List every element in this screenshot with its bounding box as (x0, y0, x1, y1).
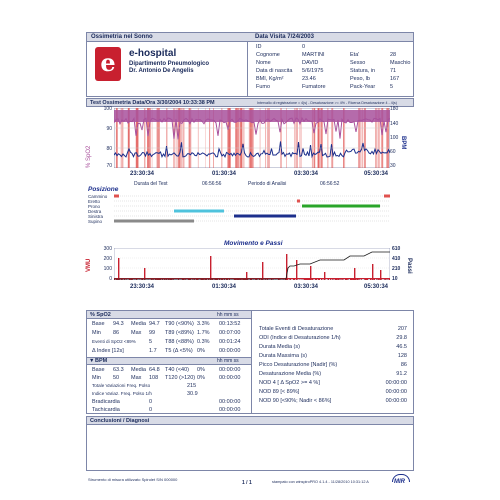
steps-tick: 410 (392, 256, 401, 262)
department-name: Dipartimento Pneumologico (129, 61, 210, 67)
time-tick: 01:30:34 (212, 284, 237, 290)
patient-row: Cognome MARTINI Eta' 28 (256, 52, 397, 58)
vmu-bar (343, 278, 344, 279)
vmu-bar (337, 278, 338, 280)
position-label: Supino (88, 219, 103, 224)
spo2-tick: 90 (106, 126, 112, 132)
vmu-tick: 0 (109, 276, 112, 282)
vmu-bar (363, 278, 364, 279)
vmu-bar (359, 278, 360, 280)
position-segment (114, 220, 194, 223)
position-label: Prono (88, 204, 101, 209)
vmu-bar (330, 278, 331, 280)
vmu-bar (388, 278, 389, 279)
position-label: Cammino (88, 194, 108, 199)
page-number: 1 / 1 (242, 480, 252, 486)
visit-date: Data Visita 7/24/2003 (255, 34, 314, 40)
vmu-bar (339, 278, 340, 280)
time-tick: 05:30:34 (364, 171, 389, 177)
vmu-bar (317, 278, 318, 279)
table-row: Min 50 Max 108 T120 (>120) 0% 00:00:00 (92, 375, 241, 381)
vmu-bar (356, 278, 357, 280)
position-segment (302, 205, 380, 208)
time-tick: 23:30:34 (130, 171, 155, 177)
vmu-bar (386, 278, 387, 279)
vmu-bar (358, 278, 359, 280)
movement-plot (114, 248, 390, 280)
conclusions-body (86, 425, 414, 471)
vmu-spike (324, 272, 325, 280)
steps-axis-label: Passi (406, 258, 412, 274)
position-label: Eretto (88, 199, 101, 204)
vmu-bar (306, 278, 307, 280)
time-tick: 05:30:34 (364, 284, 389, 290)
table-row: Picco Desaturazione [Nadir] (%) 86 (259, 362, 407, 368)
vmu-spike (118, 258, 119, 280)
vmu-tick: 300 (103, 246, 112, 252)
hospital-block (86, 42, 248, 97)
vmu-bar (290, 278, 291, 280)
analysis-label: Periodo di Analisi (248, 181, 287, 187)
time-tick: 23:30:34 (130, 284, 155, 290)
vmu-bar (383, 278, 384, 279)
vmu-bar (360, 278, 361, 279)
vmu-bar (374, 278, 375, 280)
vmu-spike (310, 266, 311, 280)
vmu-bar (340, 278, 341, 280)
vmu-bar (322, 278, 323, 279)
bpm-stats-units: hh mm ss (217, 358, 239, 364)
vmu-bar (292, 278, 293, 279)
vmu-bar (351, 278, 352, 280)
table-row: ODI (Indice di Desaturazione 1/h) 29.8 (259, 335, 407, 341)
vmu-bar (361, 278, 362, 280)
vmu-bar (320, 278, 321, 279)
vmu-bar (367, 278, 368, 280)
vmu-bar (378, 278, 379, 280)
vmu-bar (299, 278, 300, 279)
doctor-name: Dr. Antonio De Angelis (129, 68, 194, 74)
report-title: Ossimetria nel Sonno (91, 34, 153, 40)
vmu-bar (385, 278, 386, 280)
patient-block (248, 42, 414, 97)
spo2-stats-units: hh mm ss (217, 312, 239, 318)
vmu-bar (303, 278, 304, 279)
bpm-tick: 180 (390, 106, 399, 112)
vmu-bar (314, 278, 315, 279)
vmu-bar (389, 278, 390, 280)
vmu-bar (304, 278, 305, 280)
vmu-bar (344, 278, 345, 279)
steps-tick: 210 (392, 266, 401, 272)
brand-text: MIR (394, 479, 405, 485)
vmu-bar (323, 278, 324, 279)
vmu-bar (319, 278, 320, 280)
vmu-bar (315, 278, 316, 280)
spo2-tick: 70 (106, 163, 112, 169)
vmu-bar (352, 278, 353, 280)
vmu-bar (288, 278, 289, 279)
vmu-bar (326, 278, 327, 279)
conclusions-title: Conclusioni / Diagnosi (90, 418, 150, 424)
position-label: Destra (88, 209, 102, 214)
header-bar (86, 32, 414, 42)
vmu-spike (372, 264, 373, 280)
vmu-bar (349, 278, 350, 279)
position-segment (384, 195, 390, 198)
vmu-bar (366, 278, 367, 280)
movement-chart (86, 240, 414, 300)
vmu-bar (334, 278, 335, 279)
hospital-name: e-hospital (129, 48, 177, 59)
vmu-bar (379, 278, 380, 280)
bpm-stats-table (87, 366, 251, 414)
vmu-spike (210, 256, 211, 280)
bpm-tick: 100 (390, 135, 399, 141)
vmu-bar (357, 278, 358, 280)
vmu-bar (302, 278, 303, 279)
spo2-tick: 80 (106, 146, 112, 152)
vmu-spike (144, 268, 145, 280)
footer (86, 474, 414, 488)
vmu-bar (345, 278, 346, 280)
vmu-bar (362, 278, 363, 279)
time-tick: 03:30:34 (294, 171, 319, 177)
vmu-bar (377, 278, 378, 280)
test-duration-value: 06:56:56 (202, 181, 222, 187)
vmu-bar (335, 278, 336, 280)
bpm-axis-label: BPM (400, 136, 406, 150)
vmu-bar (375, 278, 376, 279)
hospital-logo (95, 47, 121, 81)
spo2-stats-table (87, 320, 251, 356)
vmu-bar (308, 278, 309, 280)
vmu-bar (348, 278, 349, 279)
vmu-tick: 200 (103, 256, 112, 262)
movement-title: Movimento e Passi (224, 240, 283, 247)
vmu-bar (316, 278, 317, 280)
vmu-bar (368, 278, 369, 279)
vmu-bar (289, 278, 290, 280)
time-tick: 03:30:34 (294, 284, 319, 290)
test-bar (86, 98, 414, 107)
vmu-bar (342, 278, 343, 280)
stats-divider (251, 311, 252, 413)
position-plot (114, 194, 390, 226)
vmu-bar (332, 278, 333, 280)
time-tick: 01:30:34 (212, 171, 237, 177)
table-row: NOD 4 [ Δ SpO2 >= 4 %] 00:00:00 (259, 380, 407, 386)
table-row: NOD 89 [< 89%] 00:00:00 (259, 389, 407, 395)
vmu-bar (300, 278, 301, 279)
vmu-spike (354, 268, 355, 280)
logo-letter: e (100, 48, 116, 77)
vmu-bar (291, 278, 292, 279)
vmu-axis-label: VMU (86, 258, 92, 272)
test-settings: Intervallo di registrazione = 4(s) - Desaturazione >= 4% - Ricerca Desaturazione 4 - 4(s) (257, 101, 397, 105)
table-row: NOD 90 [<90%; Nadir < 86%] 00:00:00 (259, 398, 407, 404)
vmu-bar (364, 278, 365, 280)
patient-row: Nome DAVID Sesso Maschio (256, 60, 411, 66)
table-row: Indice Variaz. Freq. Polso 1/h 30.9 (92, 391, 198, 397)
patient-row: Data di nascita 5/6/1975 Statura, in 71 (256, 68, 397, 74)
vmu-bar (346, 278, 347, 280)
vmu-bar (309, 278, 310, 280)
vmu-bar (369, 278, 370, 279)
position-section (86, 186, 414, 226)
test-duration-label: Durata del Test (134, 181, 168, 187)
analysis-value: 06:56:52 (320, 181, 340, 187)
vmu-bar (298, 278, 299, 279)
brand-logo (390, 474, 412, 487)
position-segment (114, 195, 119, 198)
vmu-bar (293, 278, 294, 280)
vmu-bar (313, 278, 314, 279)
vmu-bar (318, 278, 319, 280)
vmu-bar (312, 278, 313, 280)
vmu-spike (262, 262, 263, 280)
heart-icon: ▼ (89, 358, 95, 364)
bpm-tick: 140 (390, 121, 399, 127)
vmu-bar (371, 278, 372, 280)
vmu-spike (296, 260, 297, 280)
spo2-plot (114, 108, 390, 168)
position-segment (174, 210, 224, 213)
table-row: Tachicardia 0 00:00:00 (92, 407, 241, 413)
spo2-axis-label: % SpO2 (86, 145, 92, 168)
position-label: Sinistra (88, 214, 104, 219)
table-row: Desaturazione Media (%) 91.2 (259, 371, 407, 377)
vmu-bar (370, 278, 371, 280)
table-row: Base 94.3 Media 94.7 T90 (<90%) 3.3% 00:13:52 (92, 321, 241, 327)
vmu-bar (387, 278, 388, 279)
vmu-bar (294, 278, 295, 280)
test-datetime: Test Ossimetria Data/Ora 3/30/2004 10:33:38 PM (90, 100, 215, 106)
vmu-bar (347, 278, 348, 280)
bpm-tick: 60 (390, 149, 396, 155)
vmu-bar (333, 278, 334, 279)
table-row: Totale Eventi di Desaturazione 207 (259, 326, 407, 332)
vmu-bar (341, 278, 342, 280)
table-row: Durata Massima (s) 128 (259, 353, 407, 359)
table-row: Eventi di SpO2 <89% 5 T88 (<88%) 0.3% 00:01:24 (92, 339, 241, 345)
instrument-text: Strumento di misura utilizzato Spirolet S/N 000000 (88, 477, 178, 482)
conclusions-bar (86, 416, 414, 425)
patient-row: BMI, Kg/m² 23.46 Peso, lb 167 (256, 76, 400, 82)
vmu-bar (331, 278, 332, 279)
vmu-bar (301, 278, 302, 279)
table-row: Δ Index [12s] 1.7 T5 (Δ <5%) 0% 00:00:00 (92, 348, 241, 354)
steps-tick: 10 (392, 276, 398, 282)
vmu-bar (321, 278, 322, 280)
vmu-bar (365, 278, 366, 280)
vmu-bar (307, 278, 308, 280)
vmu-bar (350, 278, 351, 280)
position-segment (234, 215, 296, 218)
position-title: Posizione (88, 186, 119, 193)
table-row: Min 86 Max 99 T89 (<89%) 1.7% 00:07:00 (92, 330, 241, 336)
patient-row: Fumo Fumatore Pack-Year 5 (256, 84, 394, 90)
vmu-bar (305, 278, 306, 280)
vmu-bar (329, 278, 330, 279)
bpm-stats-title: BPM (95, 358, 108, 364)
vmu-bar (384, 278, 385, 280)
vmu-bar (376, 278, 377, 280)
vmu-bar (382, 278, 383, 279)
table-row: Durata Media (s) 46.5 (259, 344, 407, 350)
bpm-tick: 30 (390, 163, 396, 169)
position-segment (297, 200, 300, 203)
spo2-tick: 100 (103, 106, 112, 112)
bpm-stats-header (87, 357, 251, 365)
vmu-bar (353, 278, 354, 280)
stats-section (86, 310, 414, 414)
printed-text: stampato con winspiroPRO 4.1.4 - 11/28/2010 10:31:12 A (272, 480, 369, 484)
spo2-stats-header (87, 311, 251, 319)
vmu-bar (336, 278, 337, 280)
vmu-spike (380, 270, 381, 280)
patient-row: ID 0 (256, 44, 306, 50)
table-row: Totale Variazioni Freq. Polso 215 (92, 383, 197, 389)
spo2-stats-title: % SpO2 (90, 312, 111, 318)
desat-stats (253, 325, 413, 413)
vmu-tick: 100 (103, 266, 112, 272)
table-row: Bradicardia 0 00:00:00 (92, 399, 241, 405)
steps-tick: 610 (392, 246, 401, 252)
vmu-bar (295, 278, 296, 279)
vmu-bar (338, 278, 339, 280)
vmu-bar (327, 278, 328, 279)
table-row: Base 63.3 Media 64.8 T40 (<40) 0% 00:00:00 (92, 367, 241, 373)
vmu-bar (328, 278, 329, 280)
